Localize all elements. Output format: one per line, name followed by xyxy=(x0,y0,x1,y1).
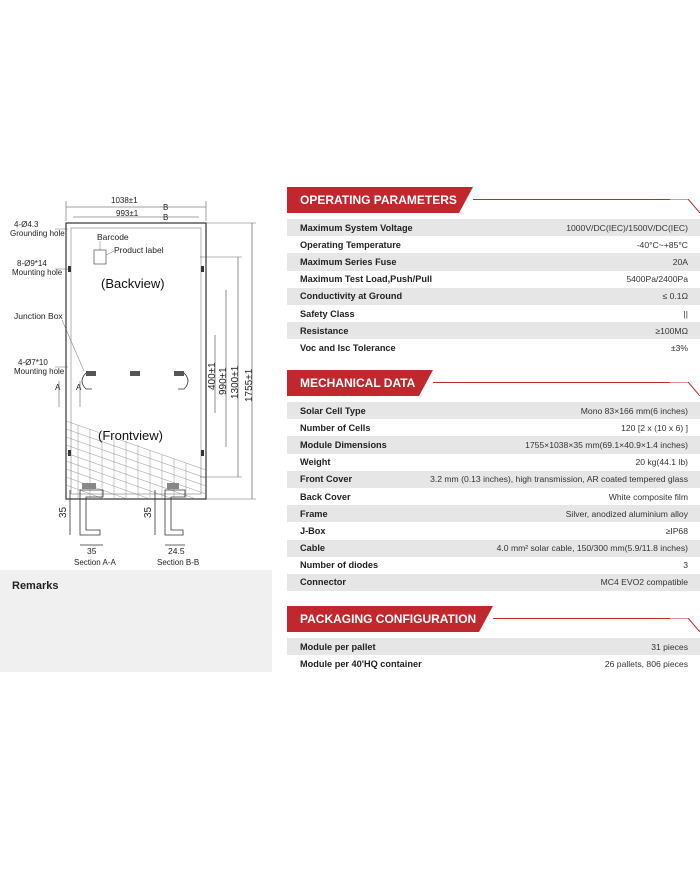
section-mark-b-bottom: B xyxy=(163,213,169,222)
grounding-hole-label: Grounding hole xyxy=(10,229,65,238)
row-key: Maximum System Voltage xyxy=(300,222,413,233)
table-row xyxy=(287,419,700,436)
table-row xyxy=(287,339,700,356)
row-value: 20A xyxy=(672,256,688,267)
row-key: J-Box xyxy=(300,525,326,536)
grounding-hole-qty: 4-Ø4.3 xyxy=(14,220,39,229)
row-value: Silver, anodized aluminium alloy xyxy=(565,508,688,519)
dim-400: 400±1 xyxy=(207,362,218,390)
row-key: Voc and Isc Tolerance xyxy=(300,342,396,353)
junction-box-label: Junction Box xyxy=(14,311,63,321)
remarks-panel xyxy=(0,570,272,672)
table-row xyxy=(287,305,700,322)
row-key: Solar Cell Type xyxy=(300,405,366,416)
row-key: Maximum Series Fuse xyxy=(300,256,397,267)
row-value: 3.2 mm (0.13 inches), high transmission, AR coated tempered glass xyxy=(430,474,688,485)
table-row xyxy=(287,638,700,655)
row-value: || xyxy=(683,308,688,319)
row-key: Module per pallet xyxy=(300,641,376,652)
operating-parameters-section xyxy=(287,187,700,357)
row-value: ≥100MΩ xyxy=(655,325,688,336)
packaging-configuration-table xyxy=(287,638,700,672)
row-value: ≤ 0.1Ω xyxy=(662,291,688,302)
row-value: ±3% xyxy=(670,342,688,353)
table-row xyxy=(287,253,700,270)
remarks-title: Remarks xyxy=(12,580,59,592)
section-mark-a-right: A xyxy=(76,383,82,392)
mounting-hole-label: Mounting hole xyxy=(12,268,63,277)
operating-parameters-header xyxy=(287,187,700,213)
row-key: Resistance xyxy=(300,325,349,336)
mounting-hole-2-label: Mounting hole xyxy=(14,367,65,376)
section-b-height: 35 xyxy=(143,506,154,518)
header-accent-line xyxy=(670,382,700,396)
table-row xyxy=(287,322,700,339)
section-a-width: 35 xyxy=(87,546,97,556)
section-mark-b-top: B xyxy=(163,203,169,212)
section-b-name: Section B-B xyxy=(157,558,200,567)
row-value: White composite film xyxy=(608,491,688,502)
row-key: Maximum Test Load,Push/Pull xyxy=(300,274,433,285)
row-key: Frame xyxy=(300,508,328,519)
row-key: Number of Cells xyxy=(300,422,371,433)
section-a-height: 35 xyxy=(58,506,69,518)
module-drawing xyxy=(0,185,285,570)
row-value: 1755×1038×35 mm(69.1×40.9×1.4 inches) xyxy=(525,439,688,450)
row-value: 4.0 mm² solar cable, 150/300 mm(5.9/11.8 inches) xyxy=(496,543,688,554)
row-value: ≥IP68 xyxy=(665,525,688,536)
row-value: 26 pallets, 806 pieces xyxy=(604,658,688,669)
mechanical-data-header xyxy=(287,370,700,396)
table-row xyxy=(287,488,700,505)
table-row xyxy=(287,505,700,522)
table-row xyxy=(287,454,700,471)
mechanical-data-table xyxy=(287,402,700,591)
frontview-label: (Frontview) xyxy=(98,428,164,443)
row-value: 20 kg(44.1 lb) xyxy=(635,457,688,468)
row-key: Weight xyxy=(300,457,331,468)
table-row xyxy=(287,540,700,557)
row-key: Conductivity at Ground xyxy=(300,291,403,302)
row-key: Module per 40'HQ container xyxy=(300,658,422,669)
dim-1755: 1755±1 xyxy=(244,368,255,402)
backview-label: (Backview) xyxy=(101,276,165,291)
section-b-width: 24.5 xyxy=(168,546,185,556)
row-value: 1000V/DC(IEC)/1500V/DC(IEC) xyxy=(566,222,688,233)
dim-width-inner: 993±1 xyxy=(116,209,139,218)
row-value: Mono 83×166 mm(6 inches) xyxy=(580,405,688,416)
row-value: 120 [2 x (10 x 6) ] xyxy=(621,422,688,433)
row-key: Operating Temperature xyxy=(300,239,401,250)
header-accent-line xyxy=(670,199,700,213)
packaging-configuration-title: PACKAGING CONFIGURATION xyxy=(287,606,479,632)
table-row xyxy=(287,236,700,253)
operating-parameters-title: OPERATING PARAMETERS xyxy=(287,187,459,213)
row-value: 31 pieces xyxy=(651,641,688,652)
table-row xyxy=(287,471,700,488)
packaging-configuration-header xyxy=(287,606,700,632)
row-key: Safety Class xyxy=(300,308,355,319)
table-row xyxy=(287,402,700,419)
row-key: Connector xyxy=(300,577,346,588)
row-value: MC4 EVO2 compatible xyxy=(600,577,688,588)
table-row xyxy=(287,219,700,236)
dim-1300: 1300±1 xyxy=(230,365,241,399)
packaging-configuration-section xyxy=(287,606,700,672)
mounting-hole-qty: 8-Ø9*14 xyxy=(17,259,47,268)
row-key: Back Cover xyxy=(300,491,351,502)
section-a-name: Section A-A xyxy=(74,558,116,567)
header-accent-line xyxy=(670,618,700,632)
table-row xyxy=(287,436,700,453)
table-row xyxy=(287,522,700,539)
row-key: Cable xyxy=(300,543,326,554)
table-row xyxy=(287,655,700,672)
row-key: Front Cover xyxy=(300,474,353,485)
dim-width-outer: 1038±1 xyxy=(111,196,138,205)
mechanical-data-title: MECHANICAL DATA xyxy=(287,370,419,396)
dim-990: 990±1 xyxy=(218,367,229,395)
row-key: Number of diodes xyxy=(300,560,379,571)
section-mark-a-left: A xyxy=(55,383,61,392)
row-value: 5400Pa/2400Pa xyxy=(626,274,688,285)
table-row xyxy=(287,288,700,305)
table-row xyxy=(287,574,700,591)
row-key: Module Dimensions xyxy=(300,439,387,450)
product-label: Product label xyxy=(114,245,164,255)
table-row xyxy=(287,557,700,574)
operating-parameters-table xyxy=(287,219,700,357)
row-value: -40°C~+85°C xyxy=(636,239,688,250)
row-value: 3 xyxy=(683,560,688,571)
table-row xyxy=(287,271,700,288)
mounting-hole-2-qty: 4-Ø7*10 xyxy=(18,358,48,367)
barcode-label: Barcode xyxy=(97,232,129,242)
mechanical-data-section xyxy=(287,370,700,591)
